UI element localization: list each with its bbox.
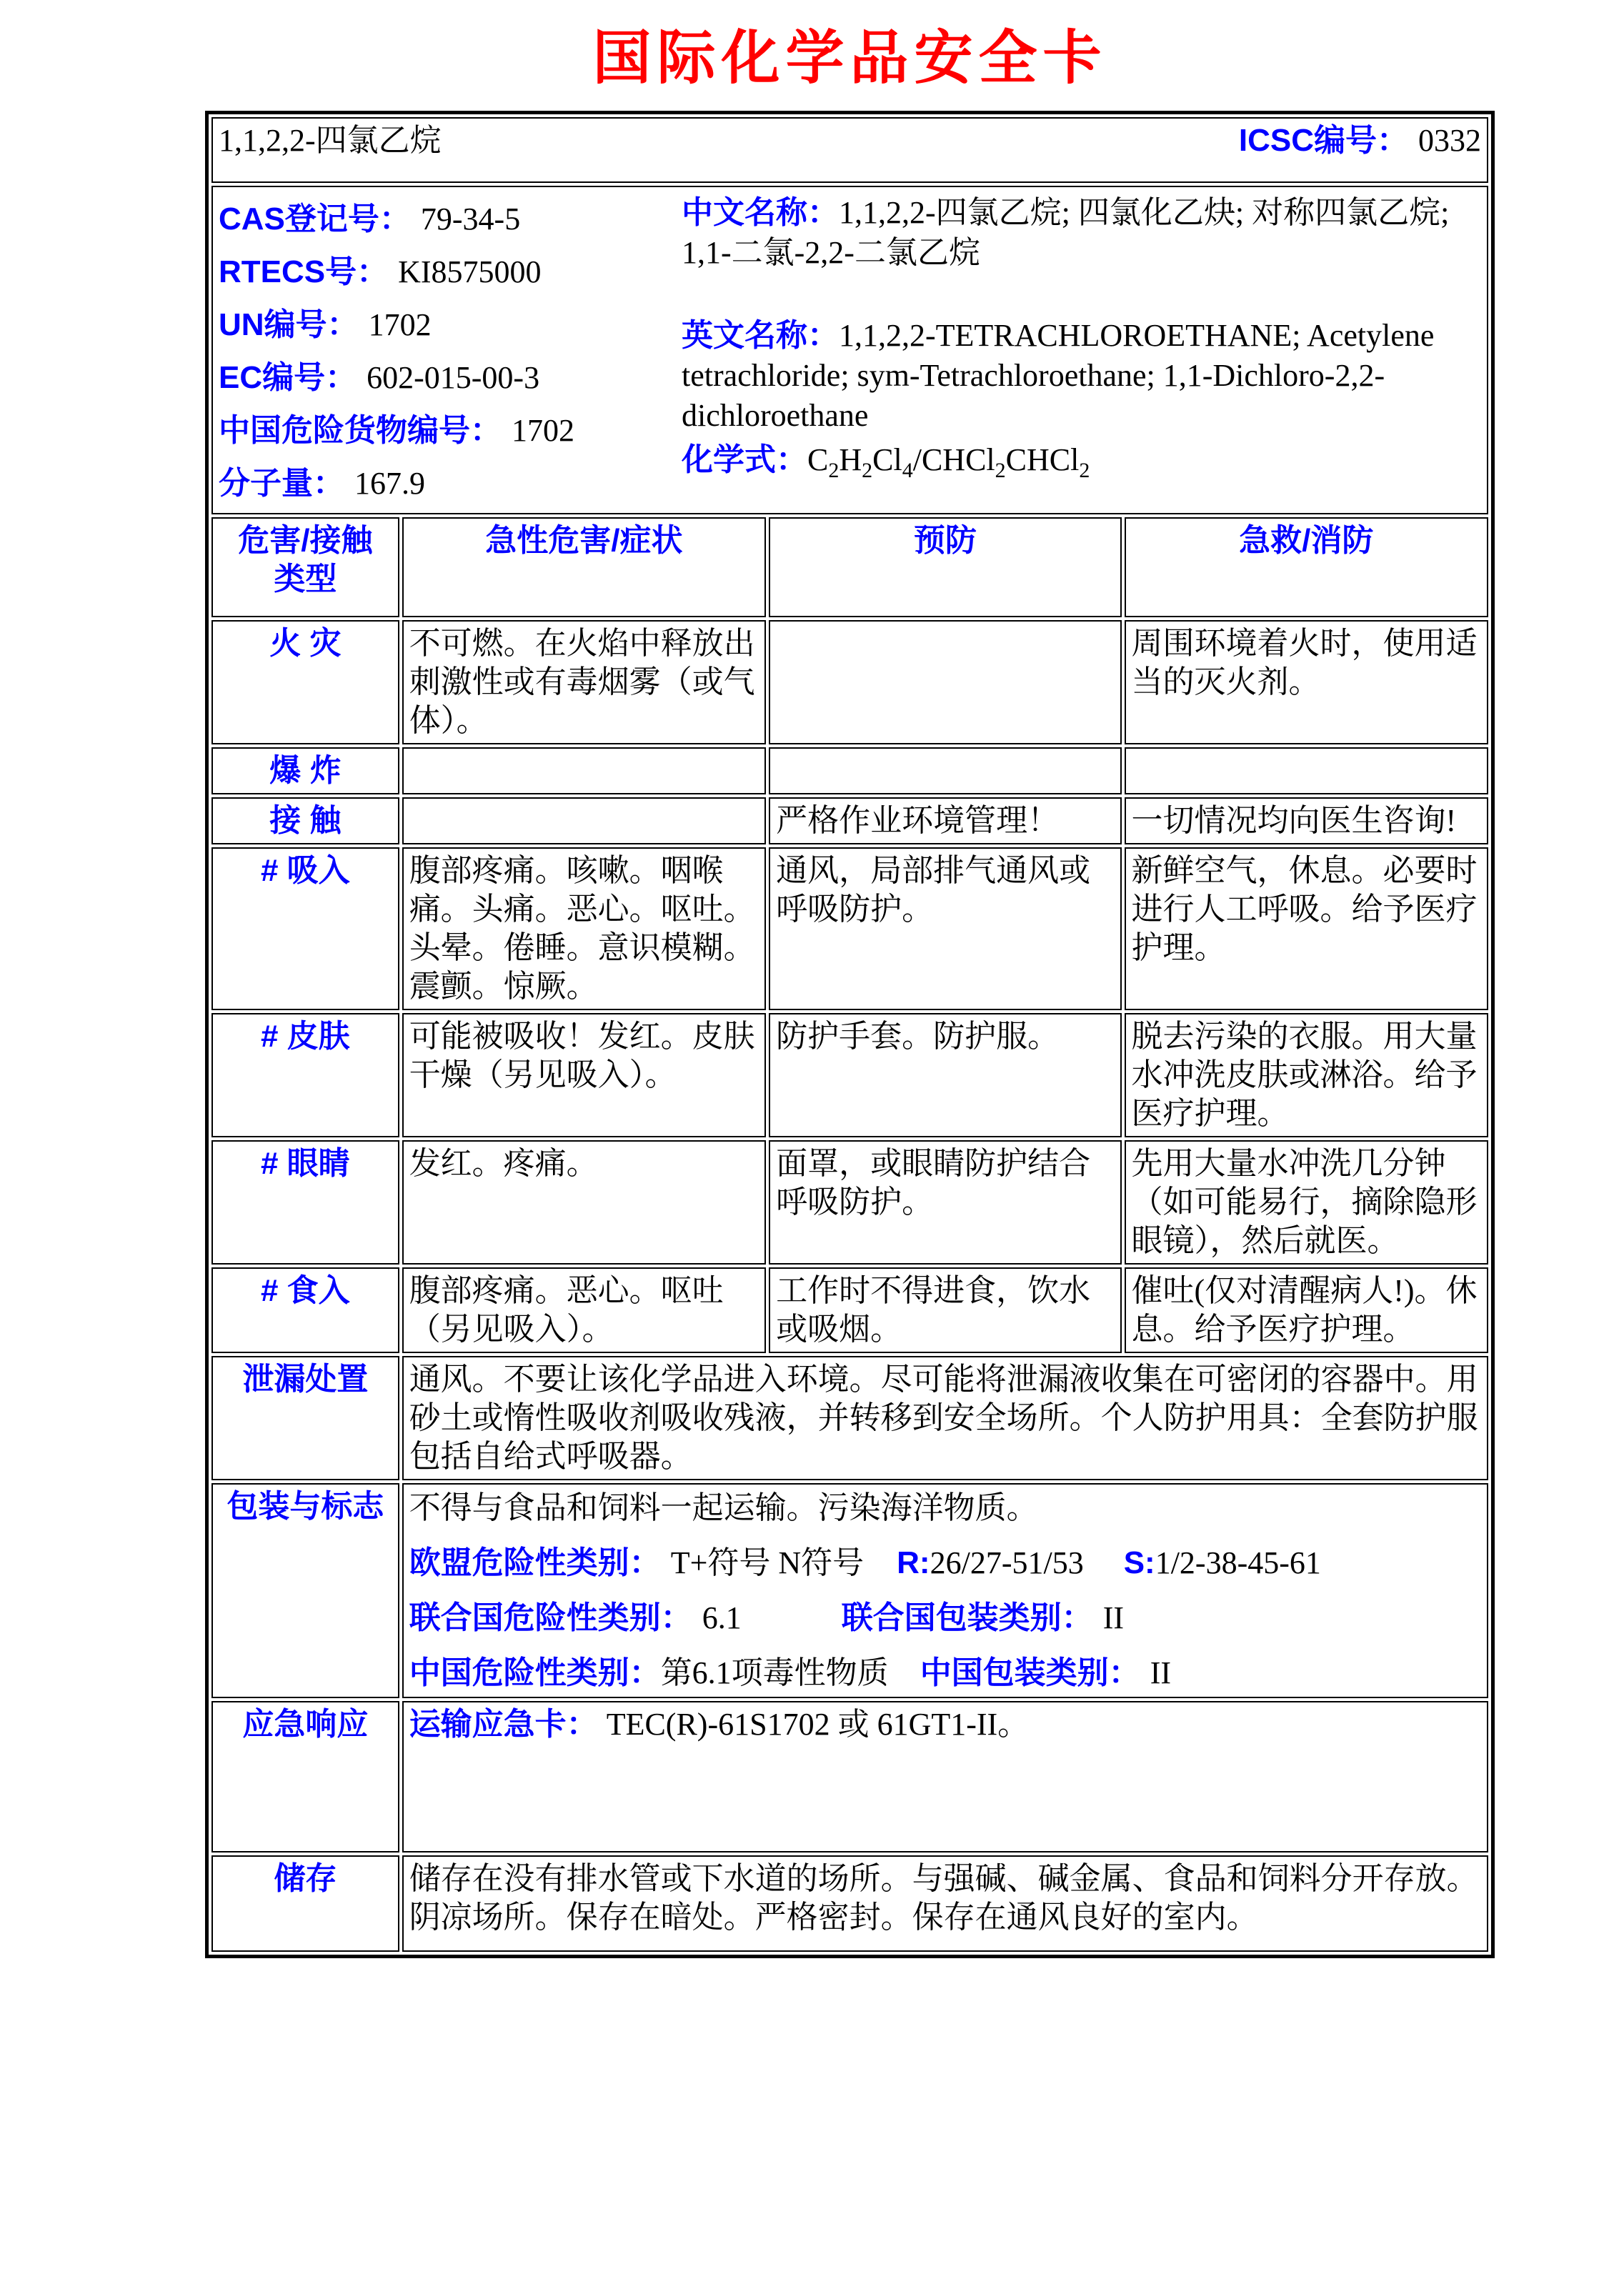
name-row (211, 117, 1488, 183)
fire-prevention-cell (769, 620, 1121, 744)
icsc-number: 0332 (1418, 123, 1481, 158)
table-row (211, 847, 1488, 1010)
english-name-block: 英文名称：1,1,2,2-TETRACHLOROETHANE; Acetylene tetrachloride; sym-Tetrachloroethane; 1,1-Dichloro-2,2-dichloroethane (682, 318, 1435, 433)
row-label-emergency-response: 应急响应 (211, 1701, 399, 1852)
row-label-explosion: 爆 炸 (211, 747, 399, 794)
inhalation-prevention-cell: 通风，局部排气通风或呼吸防护。 (769, 847, 1121, 1010)
table-row (211, 1855, 1488, 1952)
ec-number-line: EC编号： 602-015-00-3 (219, 360, 540, 395)
header-prevention: 预防 (769, 517, 1121, 617)
skin-prevention-cell: 防护手套。防护服。 (769, 1013, 1121, 1137)
exposure-symptoms-cell (402, 797, 766, 844)
molecular-weight-line: 分子量： 167.9 (219, 466, 425, 501)
emergency-response-cell (402, 1701, 1488, 1852)
header-hazard-type: 危害/接触 类型 (211, 517, 399, 617)
chemical-names (682, 190, 1481, 510)
explosion-symptoms-cell (402, 747, 766, 794)
transport-emergency-card-label: 运输应急卡： (409, 1707, 598, 1742)
eyes-prevention-cell: 面罩，或眼睛防护结合呼吸防护。 (769, 1140, 1121, 1265)
row-label-exposure: 接 触 (211, 797, 399, 844)
table-row (211, 1267, 1488, 1353)
spill-disposal-cell: 通风。不要让该化学品进入环境。尽可能将泄漏液收集在可密闭的容器中。用砂土或惰性吸收剂吸收残液，并转移到安全场所。个人防护用具：全套防护服包括自给式呼吸器。 (402, 1356, 1488, 1480)
eyes-symptoms-cell: 发红。疼痛。 (402, 1140, 766, 1265)
row-label-packaging: 包装与标志 (211, 1483, 399, 1698)
exposure-first-aid-cell: 一切情况均向医生咨询! (1125, 797, 1488, 844)
eyes-first-aid-cell: 先用大量水冲洗几分钟（如可能易行，摘除隐形眼镜），然后就医。 (1125, 1140, 1488, 1265)
header-acute-hazards: 急性危害/症状 (402, 517, 766, 617)
packaging-transport-note: 不得与食品和饲料一起运输。污染海洋物质。 (409, 1490, 1038, 1525)
china-dangerous-goods-number-line: 中国危险货物编号： 1702 (219, 413, 574, 448)
table-row (211, 1701, 1488, 1852)
table-row (211, 1356, 1488, 1480)
table-row (211, 797, 1488, 844)
icsc-number-group (1239, 121, 1481, 160)
table-row (211, 620, 1488, 744)
fire-symptoms-cell: 不可燃。在火焰中释放出刺激性或有毒烟雾（或气体）。 (402, 620, 766, 744)
ingestion-prevention-cell: 工作时不得进食，饮水或吸烟。 (769, 1267, 1121, 1353)
storage-cell: 储存在没有排水管或下水道的场所。与强碱、碱金属、食品和饲料分开存放。阴凉场所。保存在暗处。严格密封。保存在通风良好的室内。 (402, 1855, 1488, 1952)
identification-section (211, 186, 1488, 514)
table-row (211, 747, 1488, 794)
row-label-fire: 火 灾 (211, 620, 399, 744)
chemical-formula-line: 化学式：$C_2H_2Cl_4/CHCl_2CHCl_2$ (682, 442, 1090, 482)
rtecs-number-line: RTECS号： KI8575000 (219, 254, 542, 289)
row-label-skin: # 皮肤 (211, 1013, 399, 1137)
packaging-china-classification: 中国危险性类别：第6.1项毒性物质 中国包装类别： II (409, 1655, 1171, 1690)
packaging-eu-classification: 欧盟危险性类别： T+符号 N符号 R:26/27-51/53 S:1/2-38-45-61 (409, 1545, 1321, 1580)
skin-symptoms-cell: 可能被吸收！发红。皮肤干燥（另见吸入）。 (402, 1013, 766, 1137)
explosion-prevention-cell (769, 747, 1121, 794)
ingestion-symptoms-cell: 腹部疼痛。恶心。呕吐（另见吸入）。 (402, 1267, 766, 1353)
explosion-first-aid-cell (1125, 747, 1488, 794)
packaging-cell (402, 1483, 1488, 1698)
row-label-spill-disposal: 泄漏处置 (211, 1356, 399, 1480)
registry-numbers (219, 190, 682, 510)
row-label-eyes: # 眼睛 (211, 1140, 399, 1265)
icsc-label: ICSC编号： (1238, 123, 1408, 158)
cas-number-line: CAS登记号： 79-34-5 (219, 201, 521, 236)
row-label-ingestion: # 食入 (211, 1267, 399, 1353)
ingestion-first-aid-cell: 催吐(仅对清醒病人!)。休息。给予医疗护理。 (1125, 1267, 1488, 1353)
fire-first-aid-cell: 周围环境着火时，使用适当的灭火剂。 (1125, 620, 1488, 744)
chemical-name: 1,1,2,2-四氯乙烷 (219, 123, 442, 158)
skin-first-aid-cell: 脱去污染的衣服。用大量水冲洗皮肤或淋浴。给予医疗护理。 (1125, 1013, 1488, 1137)
un-number-line: UN编号： 1702 (219, 307, 432, 342)
safety-card-table (205, 111, 1495, 1958)
chinese-name-block: 中文名称：1,1,2,2-四氯乙烷; 四氯化乙炔; 对称四氯乙烷; 1,1-二氯-2,2-二氯乙烷 (682, 195, 1450, 270)
table-row (211, 1483, 1488, 1698)
transport-emergency-card-value: TEC(R)-61S1702 或 61GT1-II。 (606, 1707, 1030, 1742)
table-row (211, 1140, 1488, 1265)
inhalation-symptoms-cell: 腹部疼痛。咳嗽。咽喉痛。头痛。恶心。呕吐。头晕。倦睡。意识模糊。震颤。惊厥。 (402, 847, 766, 1010)
row-label-inhalation: # 吸入 (211, 847, 399, 1010)
row-label-storage: 储存 (211, 1855, 399, 1952)
page-title: 国际化学品安全卡 (592, 26, 1107, 91)
chemical-formula: $C_2H_2Cl_4/CHCl_2CHCl_2$ (807, 442, 1090, 482)
packaging-un-classification: 联合国危险性类别： 6.1 联合国包装类别： II (409, 1600, 1124, 1635)
inhalation-first-aid-cell: 新鲜空气，休息。必要时进行人工呼吸。给予医疗护理。 (1125, 847, 1488, 1010)
header-first-aid: 急救/消防 (1125, 517, 1488, 617)
table-row (211, 1013, 1488, 1137)
exposure-prevention-cell: 严格作业环境管理！ (769, 797, 1121, 844)
